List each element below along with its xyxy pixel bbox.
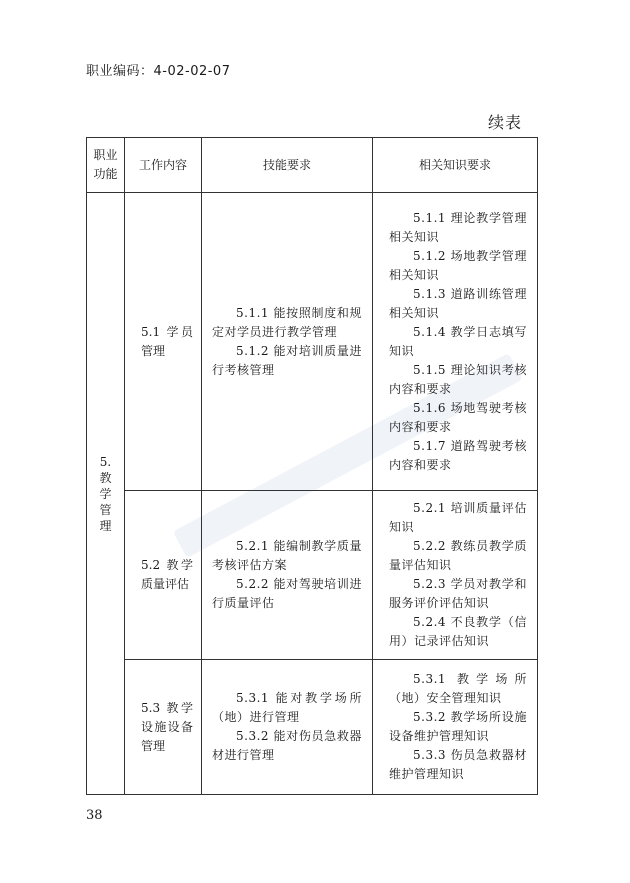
skill-cell: 5.3.1 能对教学场所（地）进行管理 5.3.2 能对伤员急救器材进行管理 <box>202 660 373 795</box>
header-function: 职业功能 <box>87 138 125 193</box>
table-row <box>87 491 538 660</box>
skill-cell: 5.2.1 能编制教学质量考核评估方案 5.2.2 能对驾驶培训进行质量评估 <box>202 491 373 660</box>
function-text: 5. 教 学 管 理 <box>99 454 112 533</box>
occupation-code: 职业编码：4-02-02-07 <box>86 64 231 79</box>
work-content-cell: 5.3 教学设施设备管理 <box>125 660 202 795</box>
function-cell <box>87 193 125 795</box>
header-work-content: 工作内容 <box>125 138 202 193</box>
work-content-cell: 5.1 学员管理 <box>125 193 202 491</box>
knowledge-cell: 5.3.1 教学场所（地）安全管理知识 5.3.2 教学场所设施设备维护管理知识 5.3.3 伤员急救器材维护管理知识 <box>373 660 538 795</box>
work-content-cell: 5.2 教学质量评估 <box>125 491 202 660</box>
table-row <box>87 660 538 795</box>
knowledge-cell: 5.1.1 理论教学管理相关知识 5.1.2 场地教学管理相关知识 5.1.3 道路训练管理相关知识 5.1.4 教学日志填写知识 5.1.5 理论知识考核内容和要求 5.1.6 场地驾驶考核内容和要求 5.1.7 道路驾驶考核内容和要求 <box>373 193 538 491</box>
header-knowledge-requirements: 相关知识要求 <box>373 138 538 193</box>
page-number: 38 <box>86 808 103 823</box>
header-skill-requirements: 技能要求 <box>202 138 373 193</box>
table-row <box>87 193 538 491</box>
skill-requirements-table <box>86 137 538 795</box>
continued-label: 续表 <box>488 113 523 132</box>
knowledge-cell: 5.2.1 培训质量评估知识 5.2.2 教练员教学质量评估知识 5.2.3 学员对教学和服务评价评估知识 5.2.4 不良教学（信用）记录评估知识 <box>373 491 538 660</box>
skill-cell: 5.1.1 能按照制度和规定对学员进行教学管理 5.1.2 能对培训质量进行考核管理 <box>202 193 373 491</box>
table-header-row <box>87 138 538 193</box>
